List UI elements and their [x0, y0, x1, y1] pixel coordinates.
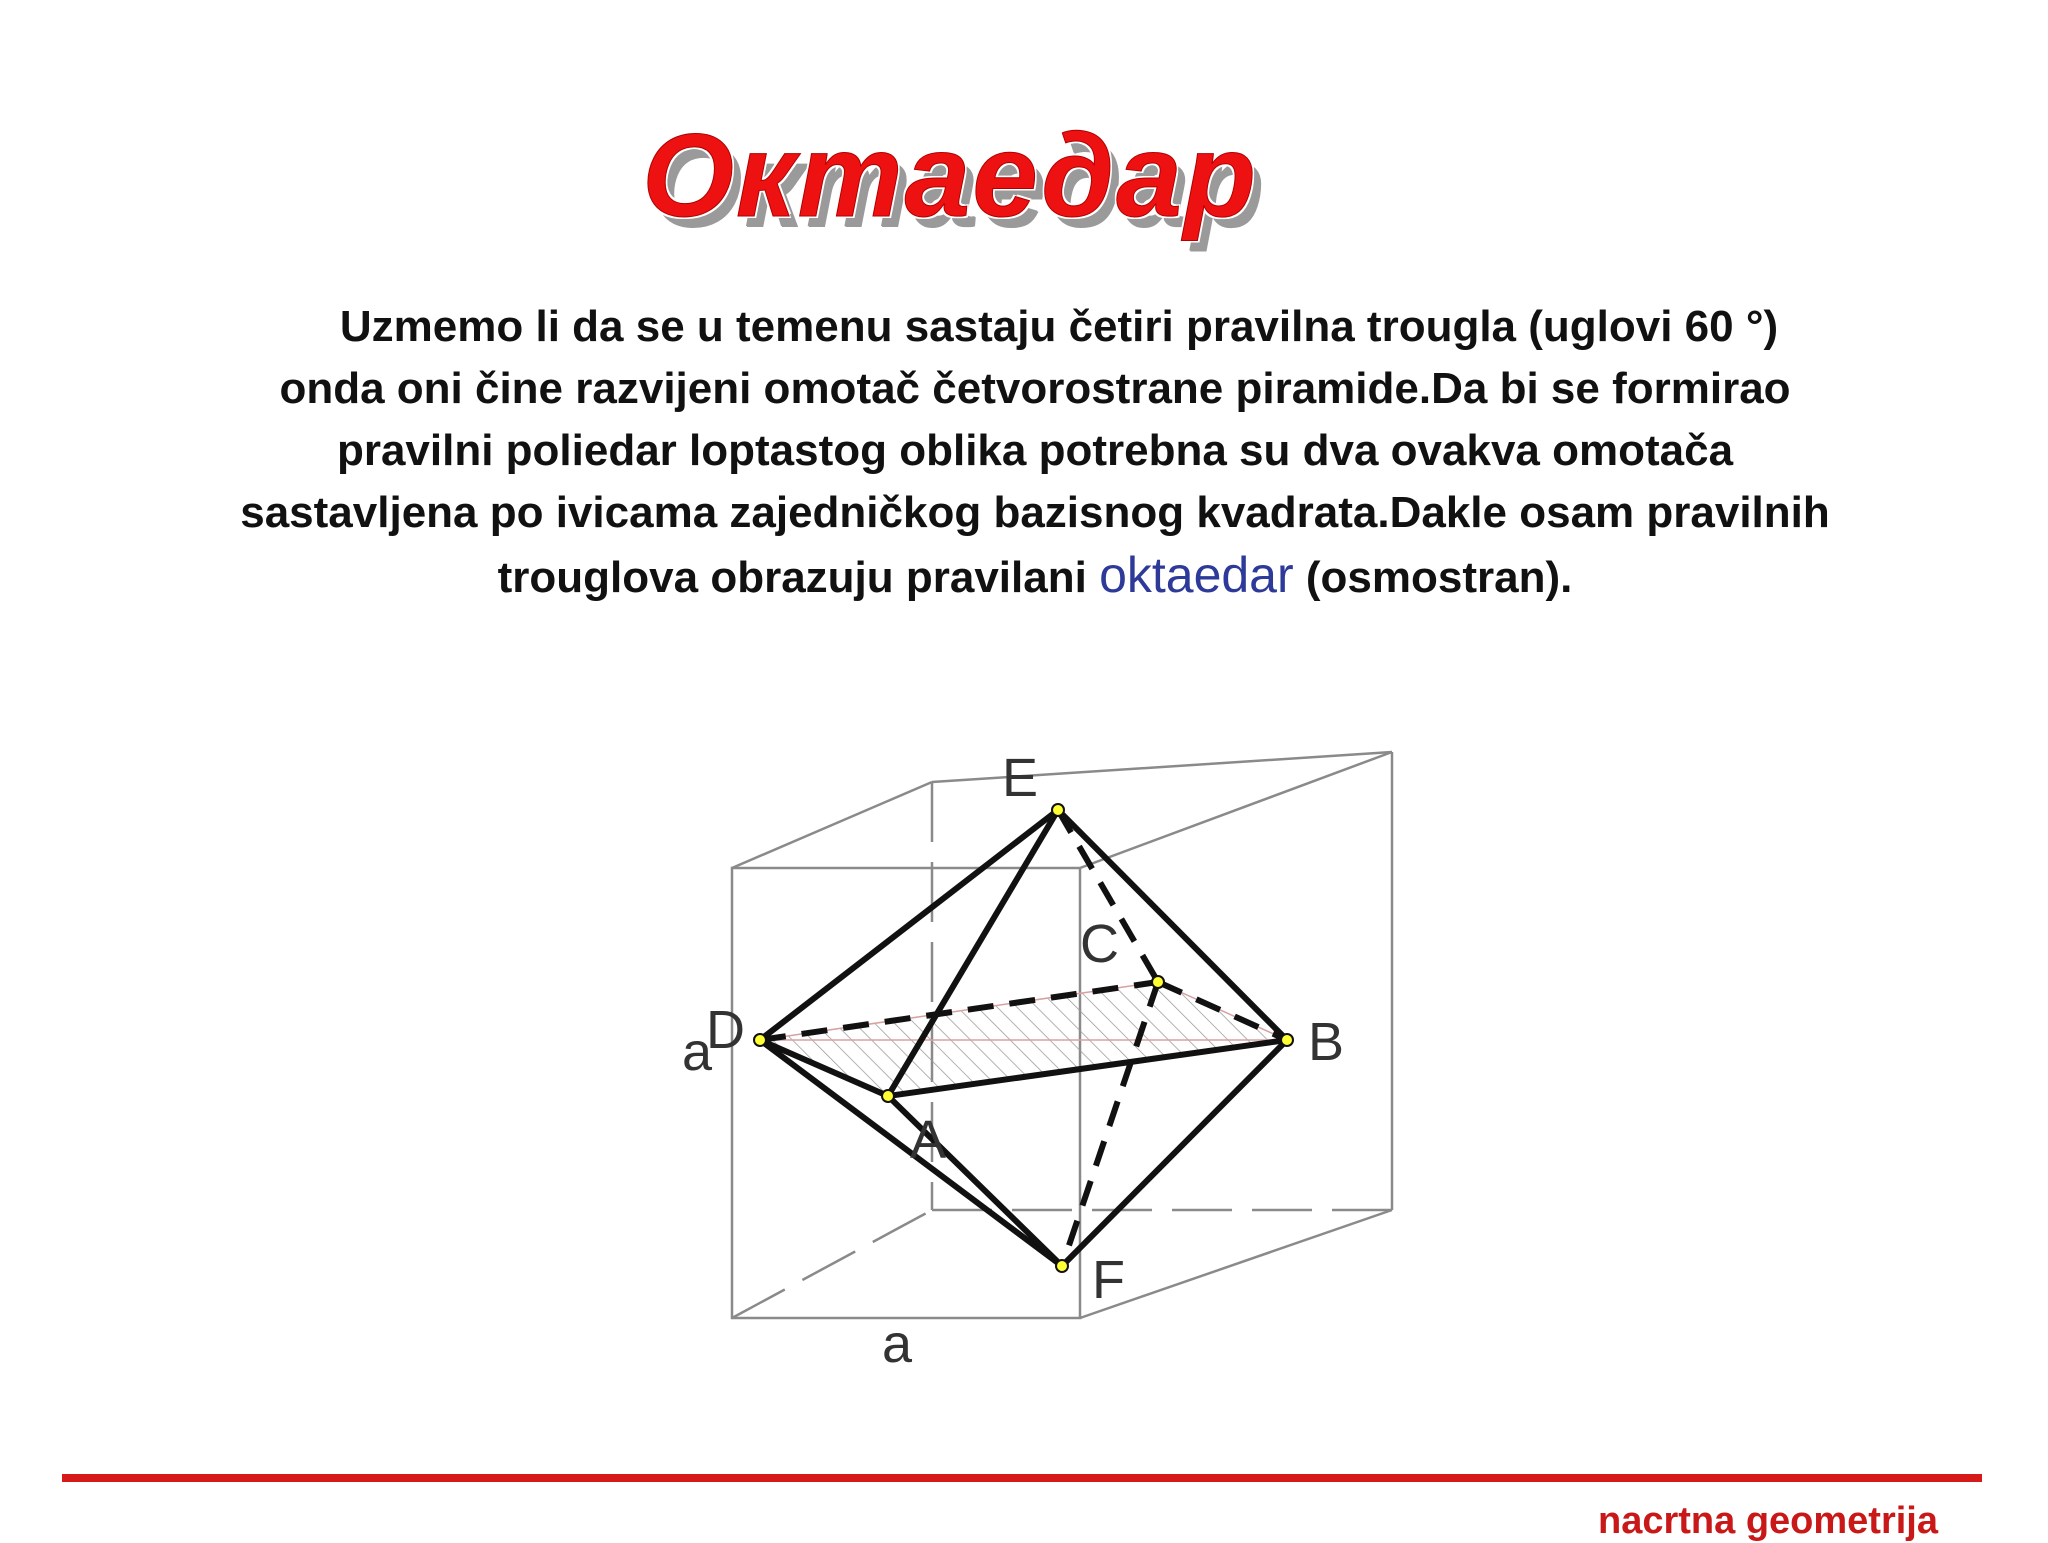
vertex-d-marker	[754, 1034, 766, 1046]
vertex-a-marker	[882, 1090, 894, 1102]
vertex-label-c: C	[1080, 914, 1119, 974]
paragraph-text: (osmostran).	[1293, 553, 1573, 602]
cube-edge	[1080, 1210, 1392, 1318]
edge-label-width: a	[882, 1314, 913, 1374]
vertex-label-a: A	[910, 1110, 947, 1170]
vertex-b-marker	[1281, 1034, 1293, 1046]
description-paragraph	[95, 296, 1975, 609]
vertex-label-e: E	[1002, 748, 1039, 808]
paragraph-line: pravilni poliedar loptastog oblika potrebna su dva ovakva omotača	[336, 426, 1734, 475]
vertex-label-b: B	[1308, 1012, 1345, 1072]
vertex-e-marker	[1052, 804, 1064, 816]
cube-edge	[732, 782, 932, 868]
octahedron-in-cube-diagram	[660, 730, 1440, 1410]
footer-label: nacrtna geometrija	[1598, 1500, 1938, 1542]
slide-title: Октаедар	[642, 110, 1258, 242]
paragraph-line: onda oni čine razvijeni omotač četvorostrane piramide.Da bi se formirao	[279, 364, 1791, 413]
footer-divider	[62, 1474, 1982, 1482]
vertex-f-marker	[1056, 1260, 1068, 1272]
vertex-label-f: F	[1092, 1250, 1125, 1310]
paragraph-line: Uzmemo li da se u temenu sastaju četiri pravilna trougla (uglovi 60 °)	[339, 302, 1779, 351]
vertex-c-marker	[1152, 976, 1164, 988]
edge-label-height: a	[682, 1022, 713, 1082]
vertex-label-d: D	[706, 1000, 745, 1060]
paragraph-text: trouglova obrazuju pravilani	[497, 553, 1100, 602]
highlighted-term: oktaedar	[1099, 547, 1294, 603]
paragraph-line-last	[95, 544, 1975, 609]
cube-hidden-edge	[732, 1210, 932, 1318]
paragraph-line: sastavljena po ivicama zajedničkog bazisnog kvadrata.Dakle osam pravilnih	[240, 488, 1830, 537]
